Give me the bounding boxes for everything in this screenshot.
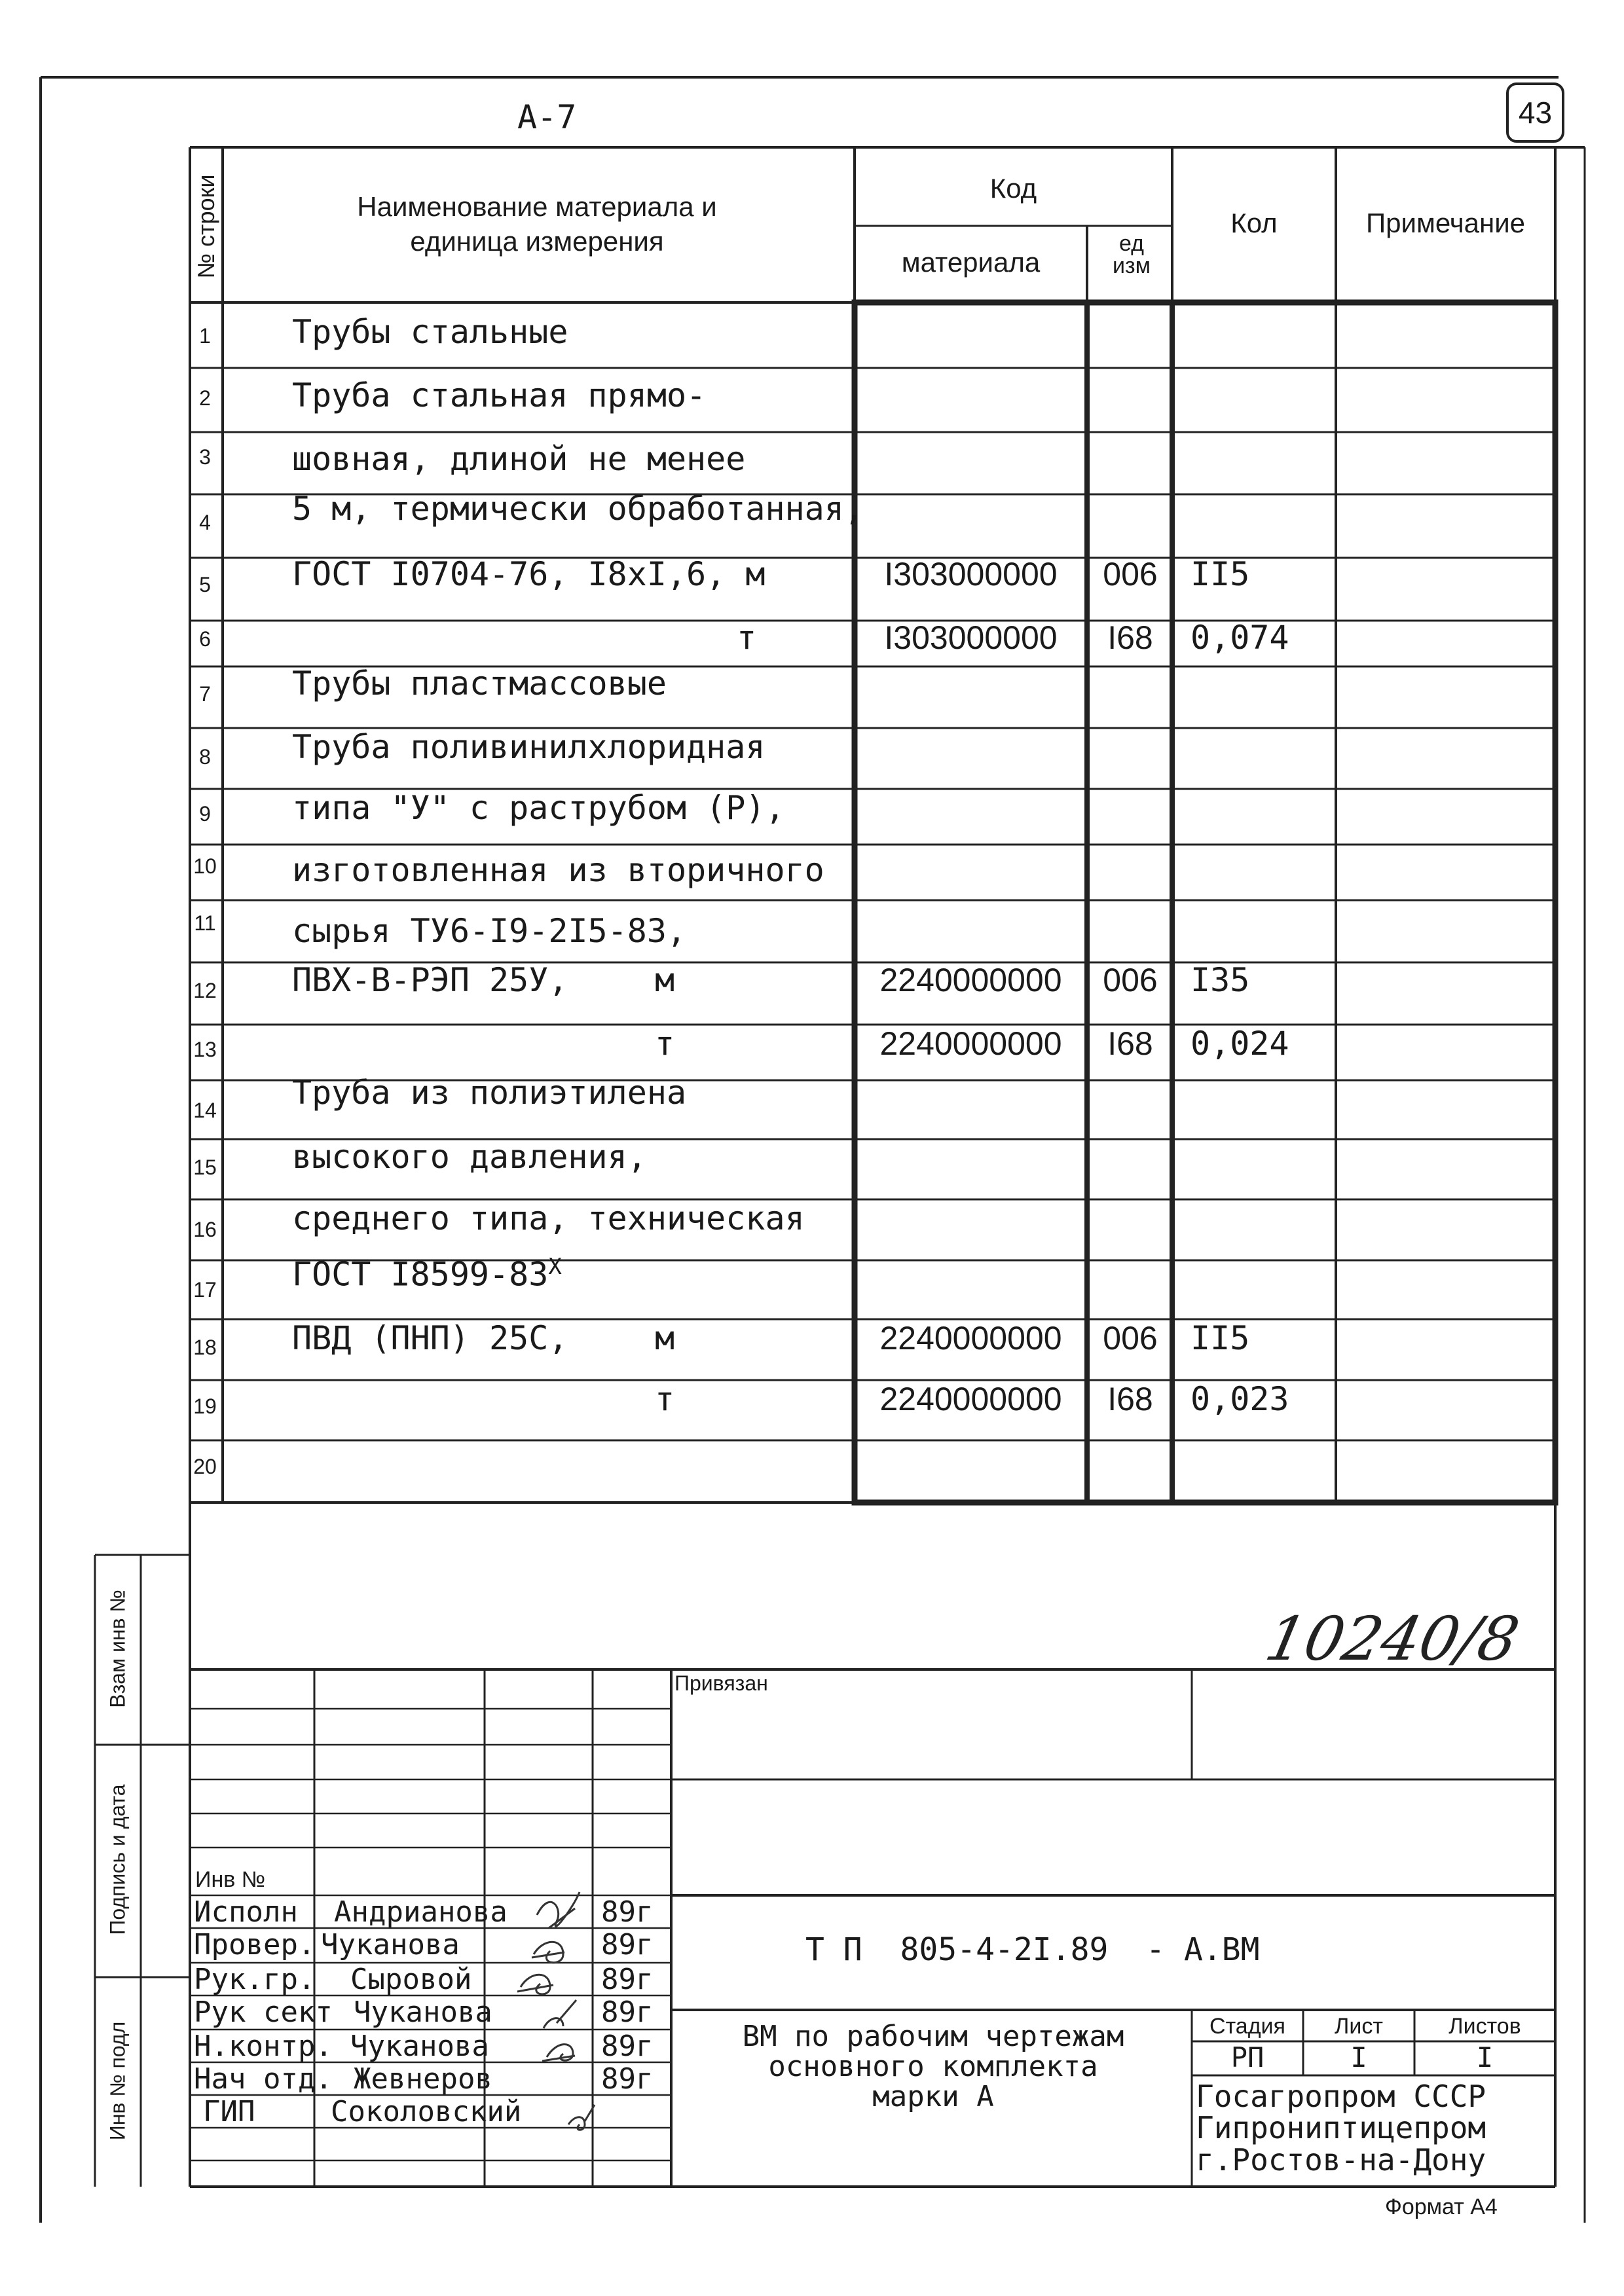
sheets-count-value: I (1476, 2041, 1494, 2073)
row-number: 17 (193, 1278, 217, 1302)
header-note: Примечание (1365, 208, 1526, 238)
document-title (674, 2022, 1192, 2113)
row-number: 12 (193, 979, 217, 1002)
role: Нач отд. (194, 2062, 333, 2096)
material-name: Трубы стальные (292, 313, 568, 351)
unit-code: I68 (1107, 619, 1153, 656)
row-number: 10 (193, 854, 217, 878)
row-number: 13 (193, 1038, 217, 1061)
stage-value: РП (1230, 2041, 1264, 2073)
document-code: Т П 805-4-2I.89 - А.ВМ (805, 1931, 1260, 1968)
material-name: Трубы пластмассовые (292, 665, 667, 702)
material-code: 2240000000 (879, 1320, 1062, 1357)
sign-date: 89г (601, 1963, 654, 1996)
row-number: 16 (193, 1218, 217, 1241)
organization-line: Госагропром СССР (1196, 2079, 1486, 2114)
sheet-number-value: I (1350, 2041, 1367, 2073)
header-code-group: Код (989, 173, 1037, 204)
role: ГИП (203, 2095, 255, 2128)
unit-of-measure: м (655, 961, 675, 999)
person-name: Жевнеров (354, 2062, 492, 2096)
unit-of-measure: т (655, 1380, 675, 1418)
person-name: Чуканова (350, 2030, 489, 2063)
row-number: 20 (193, 1455, 217, 1478)
material-name: ПВХ-В-РЭП 25У, (292, 961, 568, 999)
person-name: Соколовский (331, 2095, 522, 2128)
material-code: 2240000000 (879, 962, 1062, 998)
gost-text: ГОСТ I8599-83 (292, 1255, 549, 1294)
organization-line: Гипрониптицепром (1196, 2110, 1486, 2146)
material-name: высокого давления, (292, 1138, 647, 1176)
header-row-number: № строки (193, 174, 219, 279)
role: Исполн (194, 1895, 298, 1929)
document-title-line: марки А (872, 2080, 994, 2114)
role: Рук сект (194, 1995, 333, 2029)
material-name: Труба поливинилхлоридная (292, 728, 766, 766)
material-code: I303000000 (884, 556, 1058, 592)
material-code: 2240000000 (879, 1025, 1062, 1062)
row-number: 9 (199, 802, 211, 826)
row-number: 7 (199, 682, 211, 706)
unit-code: 006 (1103, 556, 1158, 592)
material-name: Труба стальная прямо- (292, 376, 707, 414)
row-number: 14 (193, 1099, 217, 1122)
material-code: I303000000 (884, 619, 1058, 656)
material-name: ПВД (ПНП) 25С, (292, 1319, 568, 1357)
header-name-column: Наименование материала и единица измерения (357, 191, 717, 257)
role: Рук.гр. (194, 1963, 316, 1996)
material-name: 5 м, термически обработанная, (292, 490, 864, 528)
row-number: 5 (199, 573, 211, 596)
row-number: 2 (199, 386, 211, 410)
sheets-count-label: Листов (1449, 2014, 1521, 2039)
sign-date: 89г (601, 1928, 654, 1961)
quantity: II5 (1190, 1319, 1250, 1357)
quantity: 0,023 (1190, 1380, 1289, 1418)
side-label-signature-date: Подпись и дата (105, 1784, 130, 1935)
quantity: 0,024 (1190, 1025, 1289, 1063)
unit-of-measure: т (655, 1025, 675, 1063)
material-name: типа "У" с раструбом (Р), (292, 789, 785, 827)
person-name: Сыровой (350, 1963, 472, 1996)
unit-code: 006 (1103, 1320, 1158, 1357)
document-title-line: основного комплекта (768, 2050, 1098, 2084)
unit-code: I68 (1107, 1025, 1153, 1062)
row-number: 8 (199, 745, 211, 769)
inv-no-label: Инв № (195, 1867, 266, 1892)
role: Провер. (194, 1928, 316, 1961)
organization-line: г.Ростов-на-Дону (1196, 2141, 1486, 2178)
unit-of-measure: т (737, 619, 757, 657)
row-number: 19 (193, 1394, 217, 1418)
gost-superscript: X (548, 1254, 562, 1280)
sign-date: 89г (601, 2062, 654, 2096)
person-name: Чуканова (354, 1995, 492, 2029)
role: Н.контр. (194, 2030, 333, 2063)
row-number: 18 (193, 1336, 217, 1359)
privyazan-label: Привязан (674, 1671, 768, 1695)
handwritten-number: 10240/8 (1259, 1604, 1525, 1674)
organization (1196, 2081, 1486, 2176)
page-number: 43 (1518, 96, 1553, 130)
material-name: Труба из полиэтилена (292, 1074, 687, 1112)
side-label-inv-podl: Инв № подл (105, 2021, 130, 2141)
person-name: Чуканова (321, 1928, 460, 1961)
row-number: 3 (199, 445, 211, 469)
unit-code: 006 (1103, 962, 1158, 998)
quantity: 0,074 (1190, 619, 1289, 657)
sign-date: 89г (601, 1995, 654, 2029)
header-quantity: Кол (1230, 208, 1278, 238)
material-name: изготовленная из вторичного (292, 851, 824, 889)
sign-date: 89г (601, 1895, 654, 1929)
row-number: 11 (194, 911, 216, 935)
header-code-material: материала (901, 247, 1041, 278)
sign-date: 89г (601, 2030, 654, 2063)
row-number: 15 (193, 1156, 217, 1179)
person-name: Андрианова (334, 1895, 507, 1929)
row-number: 6 (199, 627, 211, 651)
material-name: ГОСТ I0704-76, I8xI,6, м (292, 555, 766, 593)
sheet-number-label: Лист (1335, 2014, 1383, 2039)
row-number: 1 (199, 324, 211, 348)
side-label-vzam: Взам инв № (105, 1590, 130, 1708)
quantity: I35 (1190, 961, 1250, 999)
sheet-label: А-7 (517, 98, 577, 136)
unit-code: I68 (1107, 1381, 1153, 1417)
quantity: II5 (1190, 555, 1250, 593)
format-label: Формат А4 (1385, 2195, 1498, 2219)
material-name: среднего типа, техническая (292, 1199, 805, 1237)
document-title-line: ВМ по рабочим чертежам (742, 2020, 1124, 2053)
row-number: 4 (199, 511, 211, 534)
unit-of-measure: м (655, 1319, 675, 1357)
material-name: сырья ТУ6-I9-2I5-83, (292, 912, 687, 950)
stage-label: Стадия (1209, 2014, 1285, 2039)
material-code: 2240000000 (879, 1381, 1062, 1417)
material-name (292, 1254, 562, 1294)
header-code-unit: ед изм (1113, 231, 1151, 278)
material-name: шовная, длиной не менее (292, 440, 746, 478)
